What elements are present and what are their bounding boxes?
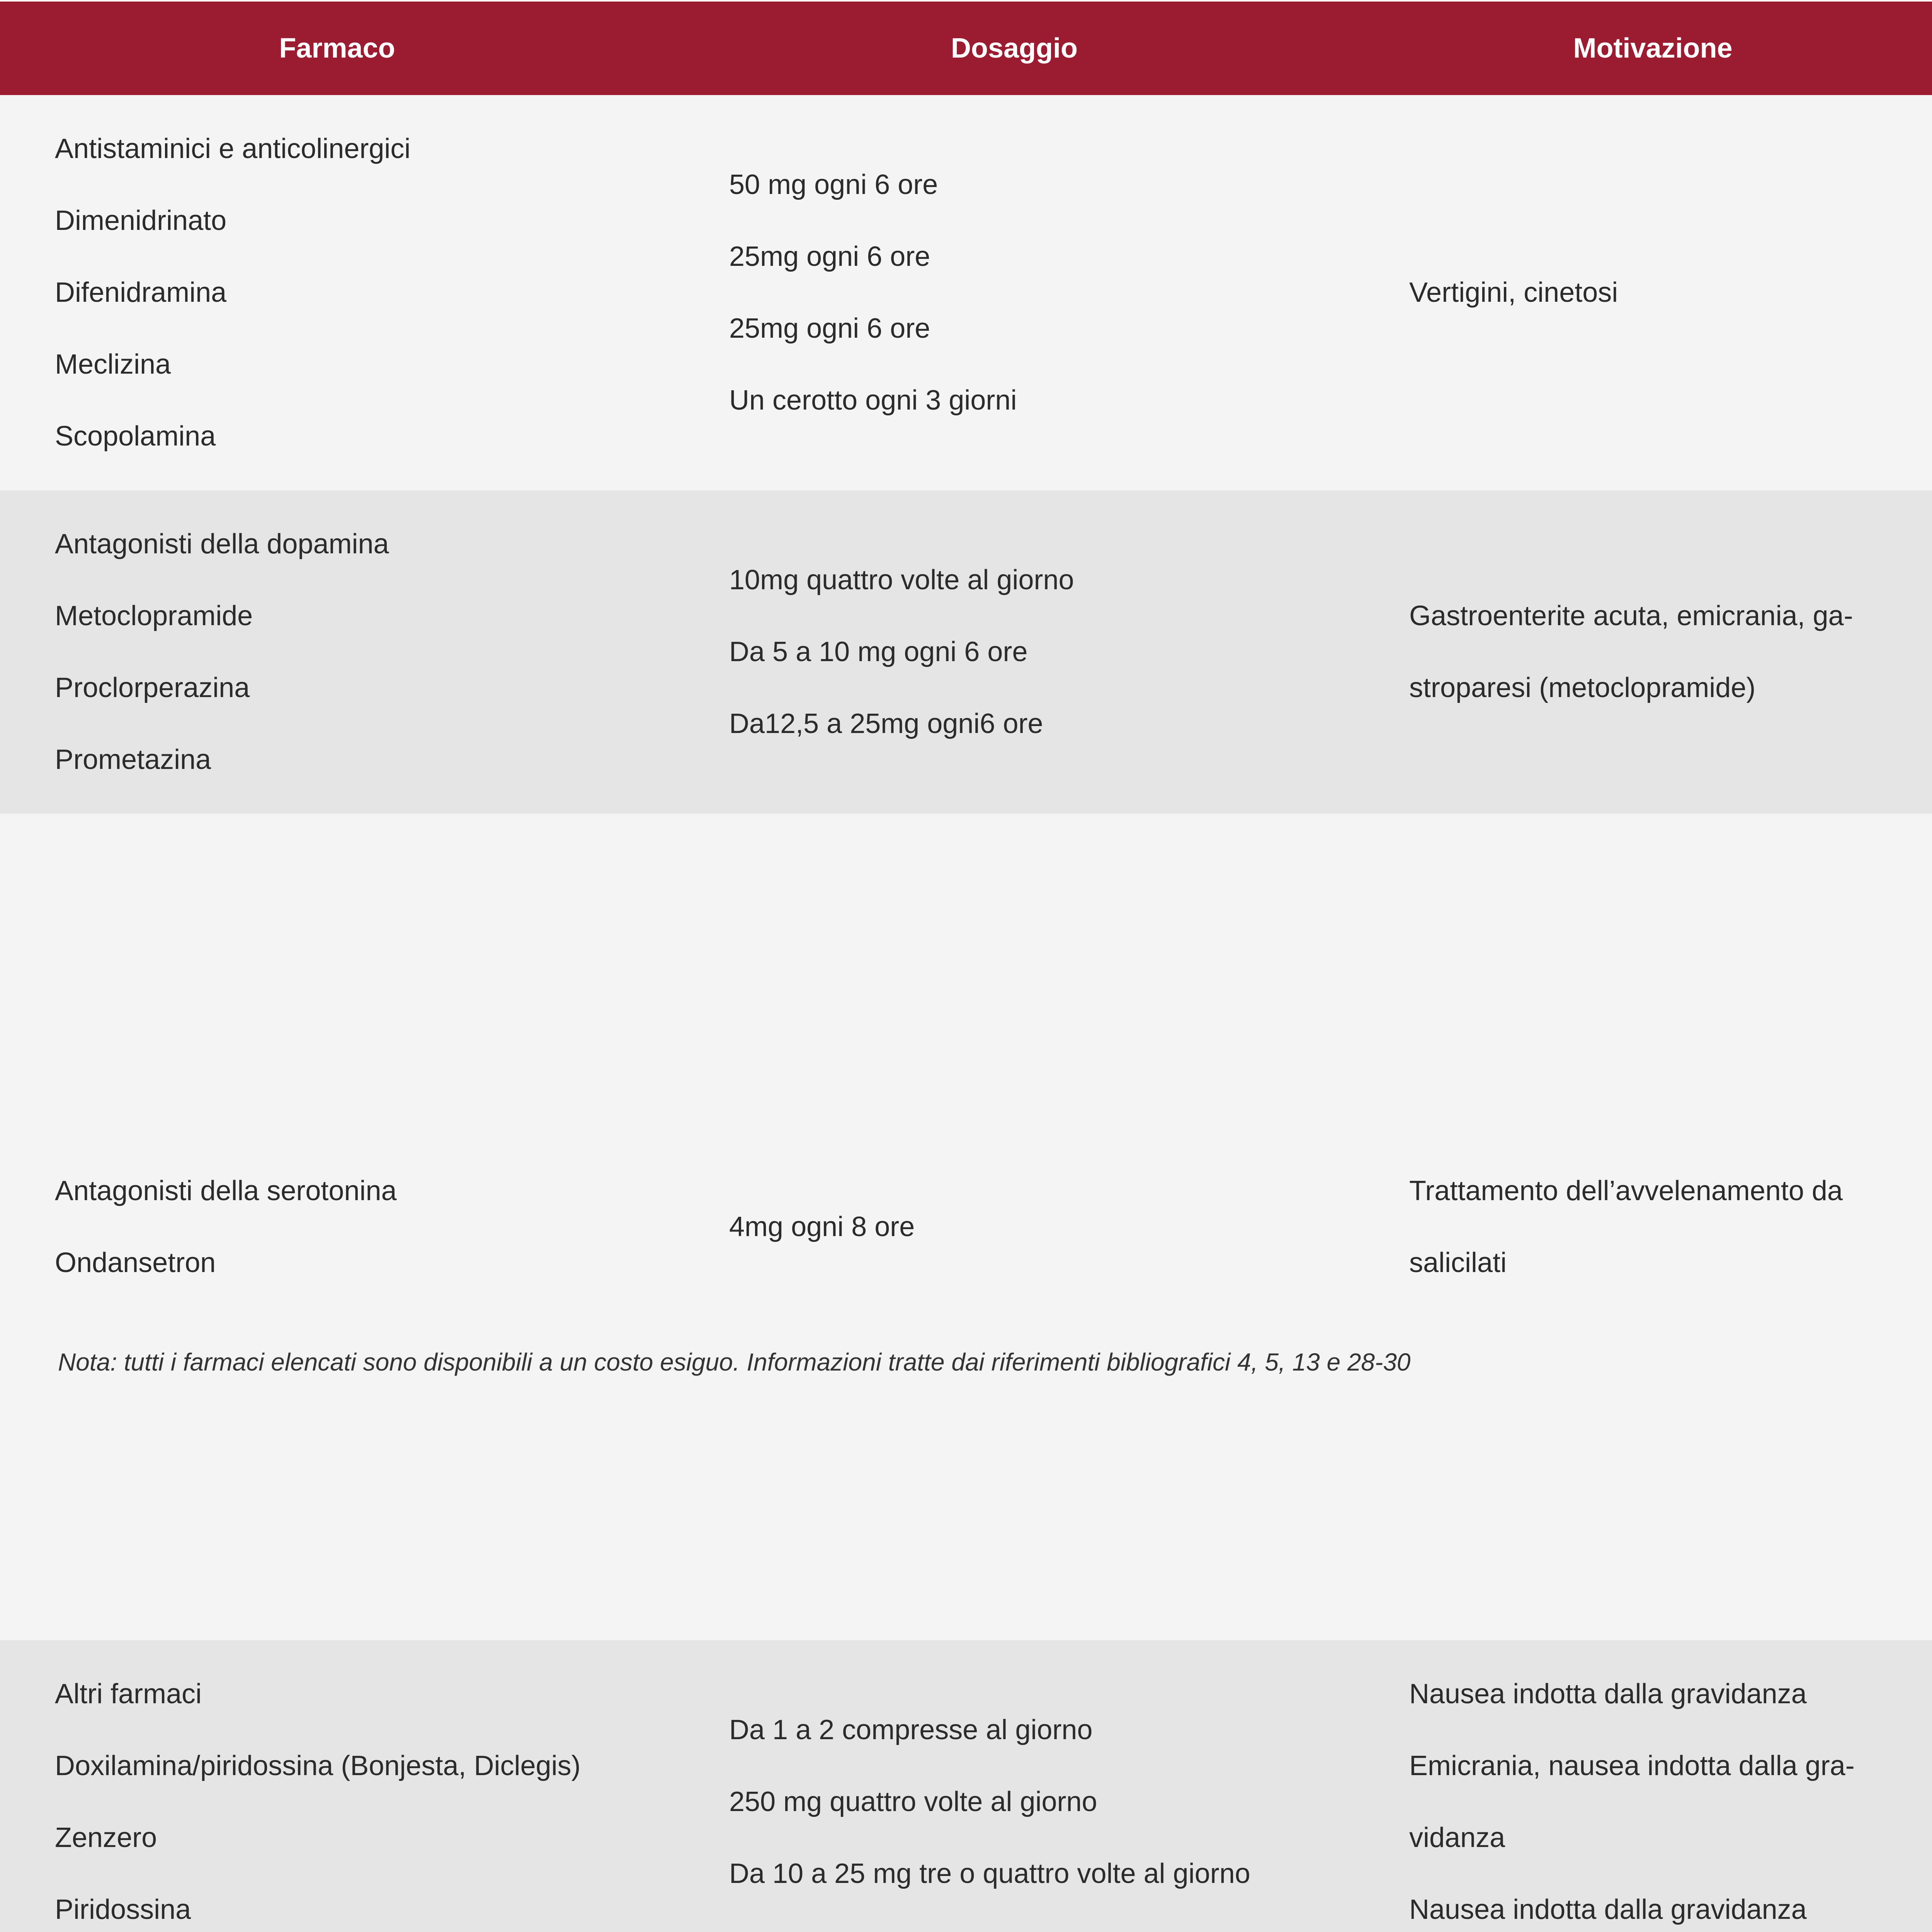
cell-line: stroparesi (metoclopramide) <box>1409 672 1756 703</box>
cell-line: Da 10 a 25 mg tre o quattro volte al giorno <box>729 1858 1250 1889</box>
header-dosaggio: Dosaggio <box>951 33 1078 64</box>
cell-line: 250 mg quattro volte al giorno <box>729 1786 1097 1817</box>
cell-line: Da12,5 a 25mg ogni6 ore <box>729 708 1043 739</box>
cell-line: Un cerotto ogni 3 giorni <box>729 385 1017 416</box>
cell-motivazione <box>1354 1640 1932 1932</box>
cell-motivazione <box>1354 95 1932 490</box>
cell-line: Ondansetron <box>55 1247 216 1278</box>
cell-motivazione <box>1354 490 1932 814</box>
cell-line: Nausea indotta dalla gravidanza <box>1409 1679 1807 1709</box>
table-row <box>0 490 1932 814</box>
cell-line: Da 1 a 2 compresse al giorno <box>729 1714 1093 1745</box>
cell-line: Emicrania, nausea indotta dalla gra- <box>1409 1750 1855 1781</box>
cell-line: Trattamento dell’avvelenamento da <box>1409 1175 1843 1206</box>
cell-line: Da 5 a 10 mg ogni 6 ore <box>729 636 1028 667</box>
table-header <box>0 2 1932 95</box>
cell-line: Scopolamina <box>55 421 216 452</box>
header-motivazione: Motivazione <box>1573 33 1733 64</box>
cell-line: Gastroenterite acuta, emicrania, ga- <box>1409 600 1853 631</box>
cell-line: 25mg ogni 6 ore <box>729 313 930 344</box>
cell-line: 10mg quattro volte al giorno <box>729 565 1074 595</box>
cell-line: vidanza <box>1409 1822 1505 1853</box>
table-row <box>0 814 1932 1640</box>
cell-dosaggio <box>674 814 1354 1640</box>
cell-dosaggio <box>674 490 1354 814</box>
cell-line: Proclorperazina <box>55 672 250 703</box>
cell-dosaggio <box>674 1640 1354 1932</box>
cell-farmaco <box>0 95 674 490</box>
cell-line: Zenzero <box>55 1822 157 1853</box>
table-body <box>0 95 1932 1932</box>
cell-line: 25mg ogni 6 ore <box>729 241 930 272</box>
cell-farmaco <box>0 1640 674 1932</box>
header-farmaco: Farmaco <box>279 33 395 64</box>
cell-line: Meclizina <box>55 349 171 380</box>
cell-line: salicilati <box>1409 1247 1507 1278</box>
cell-line: Vertigini, cinetosi <box>1409 277 1618 308</box>
table-row <box>0 1640 1932 1932</box>
cell-farmaco <box>0 814 674 1640</box>
cell-line: Antagonisti della dopamina <box>55 529 389 560</box>
cell-line: Piridossina <box>55 1894 191 1925</box>
header-row <box>0 2 1932 95</box>
cell-dosaggio <box>674 95 1354 490</box>
table-row <box>0 95 1932 490</box>
footnote: Nota: tutti i farmaci elencati sono disponibili a un costo esiguo. Informazioni tratte dai riferimenti bibliografici 4, 5, 13 e 28-30 <box>58 1348 1411 1376</box>
cell-line: Difenidramina <box>55 277 227 308</box>
cell-line: Nausea indotta dalla gravidanza <box>1409 1894 1807 1925</box>
cell-farmaco <box>0 490 674 814</box>
cell-line: Doxilamina/piridossina (Bonjesta, Diclegis) <box>55 1750 581 1781</box>
cell-line: Altri farmaci <box>55 1679 202 1709</box>
cell-line: 4mg ogni 8 ore <box>729 1211 915 1242</box>
cell-motivazione <box>1354 814 1932 1640</box>
cell-line: Antagonisti della serotonina <box>55 1175 397 1206</box>
cell-line: Dimenidrinato <box>55 205 227 236</box>
cell-line: Metoclopramide <box>55 600 253 631</box>
cell-line: Antistaminici e anticolinergici <box>55 133 411 164</box>
cell-line: 50 mg ogni 6 ore <box>729 169 938 200</box>
cell-line: Prometazina <box>55 744 211 775</box>
drug-table <box>0 2 1932 1932</box>
